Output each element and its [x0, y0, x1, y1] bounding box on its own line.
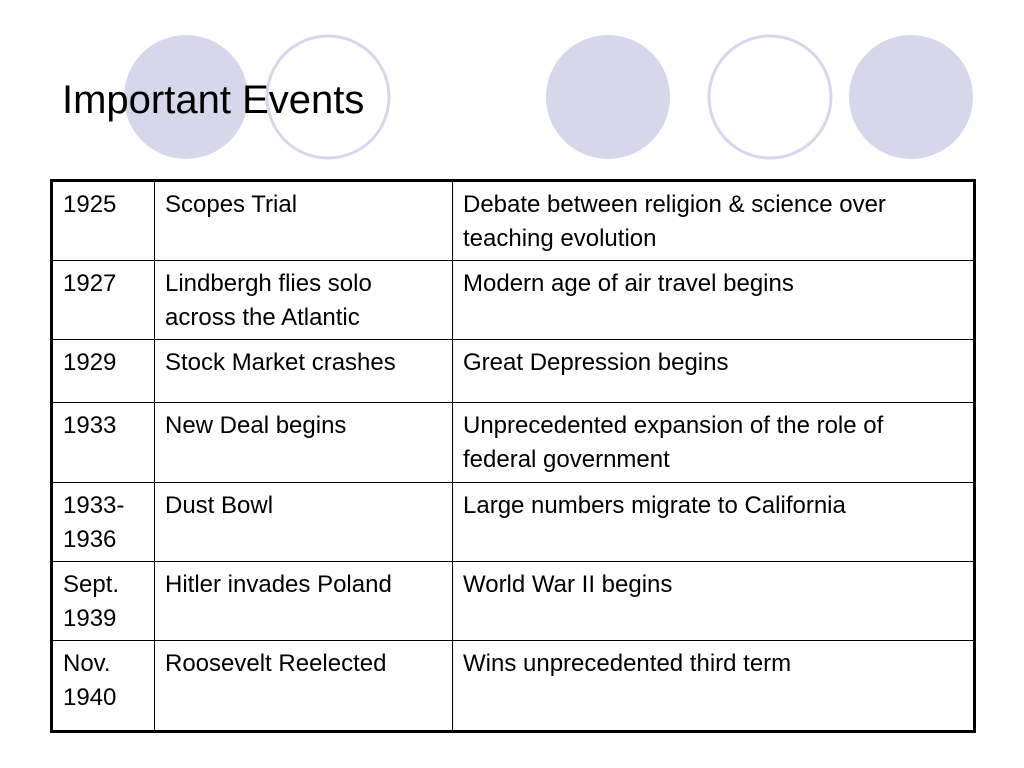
event-cell: Roosevelt Reelected [155, 641, 453, 732]
date-cell: 1933 [52, 403, 155, 483]
significance-cell: Modern age of air travel begins [453, 261, 975, 340]
filled-circle [849, 35, 973, 159]
date-cell: 1929 [52, 340, 155, 403]
event-cell: Hitler invades Poland [155, 562, 453, 641]
significance-cell: Wins unprecedented third term [453, 641, 975, 732]
table-row [52, 641, 975, 732]
date-cell: 1925 [52, 181, 155, 261]
event-cell: Dust Bowl [155, 483, 453, 562]
table-row [52, 483, 975, 562]
date-cell: Nov. 1940 [52, 641, 155, 732]
event-cell: New Deal begins [155, 403, 453, 483]
table-row [52, 181, 975, 261]
significance-cell: Unprecedented expansion of the role of federal government [453, 403, 975, 483]
date-cell: 1933-1936 [52, 483, 155, 562]
filled-circle [546, 35, 670, 159]
event-cell: Lindbergh flies solo across the Atlantic [155, 261, 453, 340]
significance-cell: Debate between religion & science over teaching evolution [453, 181, 975, 261]
ring-circle [709, 36, 831, 158]
significance-cell: World War II begins [453, 562, 975, 641]
table-row [52, 562, 975, 641]
date-cell: 1927 [52, 261, 155, 340]
significance-cell: Great Depression begins [453, 340, 975, 403]
table-row [52, 261, 975, 340]
event-cell: Scopes Trial [155, 181, 453, 261]
events-table [50, 179, 976, 733]
slide-title: Important Events [62, 78, 365, 122]
significance-cell: Large numbers migrate to California [453, 483, 975, 562]
date-cell: Sept. 1939 [52, 562, 155, 641]
table-row [52, 340, 975, 403]
table-row [52, 403, 975, 483]
event-cell: Stock Market crashes [155, 340, 453, 403]
